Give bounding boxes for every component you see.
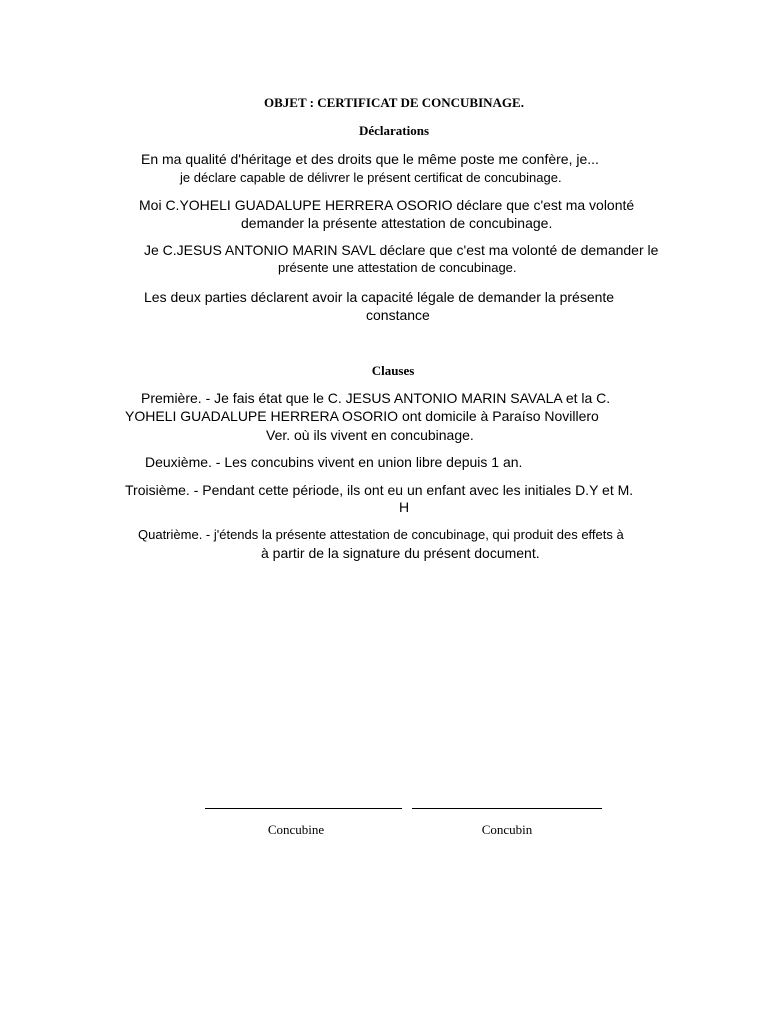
clause-1-line-2: YOHELI GUADALUPE HERRERA OSORIO ont domicile à Paraíso Novillero xyxy=(125,408,599,424)
declaration-2-line-2: demander la présente attestation de concubinage. xyxy=(241,215,553,231)
declaration-3-line-1: Je C.JESUS ANTONIO MARIN SAVL déclare que c'est ma volonté de demander le xyxy=(144,242,659,258)
declarations-heading: Déclarations xyxy=(358,123,430,138)
clause-1-line-3: Ver. où ils vivent en concubinage. xyxy=(266,427,474,443)
signature-line-concubine xyxy=(205,808,402,809)
declaration-1-line-2: je déclare capable de délivrer le présent certificat de concubinage. xyxy=(180,170,562,185)
signature-label-concubin: Concubin xyxy=(481,822,533,837)
document-title: OBJET : CERTIFICAT DE CONCUBINAGE. xyxy=(264,95,524,110)
clauses-heading: Clauses xyxy=(371,363,415,378)
declaration-2-line-1: Moi C.YOHELI GUADALUPE HERRERA OSORIO déclare que c'est ma volonté xyxy=(139,197,635,213)
clause-2: Deuxième. - Les concubins vivent en union libre depuis 1 an. xyxy=(145,454,523,470)
clause-4-line-2: à partir de la signature du présent document. xyxy=(261,545,540,561)
clause-3-line-1: Troisième. - Pendant cette période, ils ont eu un enfant avec les initiales D.Y et M. xyxy=(125,482,634,498)
signature-line-concubin xyxy=(412,808,602,809)
declaration-4-line-1: Les deux parties déclarent avoir la capacité légale de demander la présente xyxy=(144,289,615,305)
declaration-4-line-2: constance xyxy=(366,307,430,323)
declaration-3-line-2: présente une attestation de concubinage. xyxy=(278,260,517,275)
declaration-1-line-1: En ma qualité d'héritage et des droits que le même poste me confère, je... xyxy=(141,151,599,167)
signature-label-concubine: Concubine xyxy=(267,822,325,837)
clause-1-line-1: Première. - Je fais état que le C. JESUS ANTONIO MARIN SAVALA et la C. xyxy=(141,390,611,406)
clause-3-line-2: H xyxy=(399,499,410,515)
clause-4-line-1: Quatrième. - j'étends la présente attestation de concubinage, qui produit des effets à xyxy=(138,527,624,542)
